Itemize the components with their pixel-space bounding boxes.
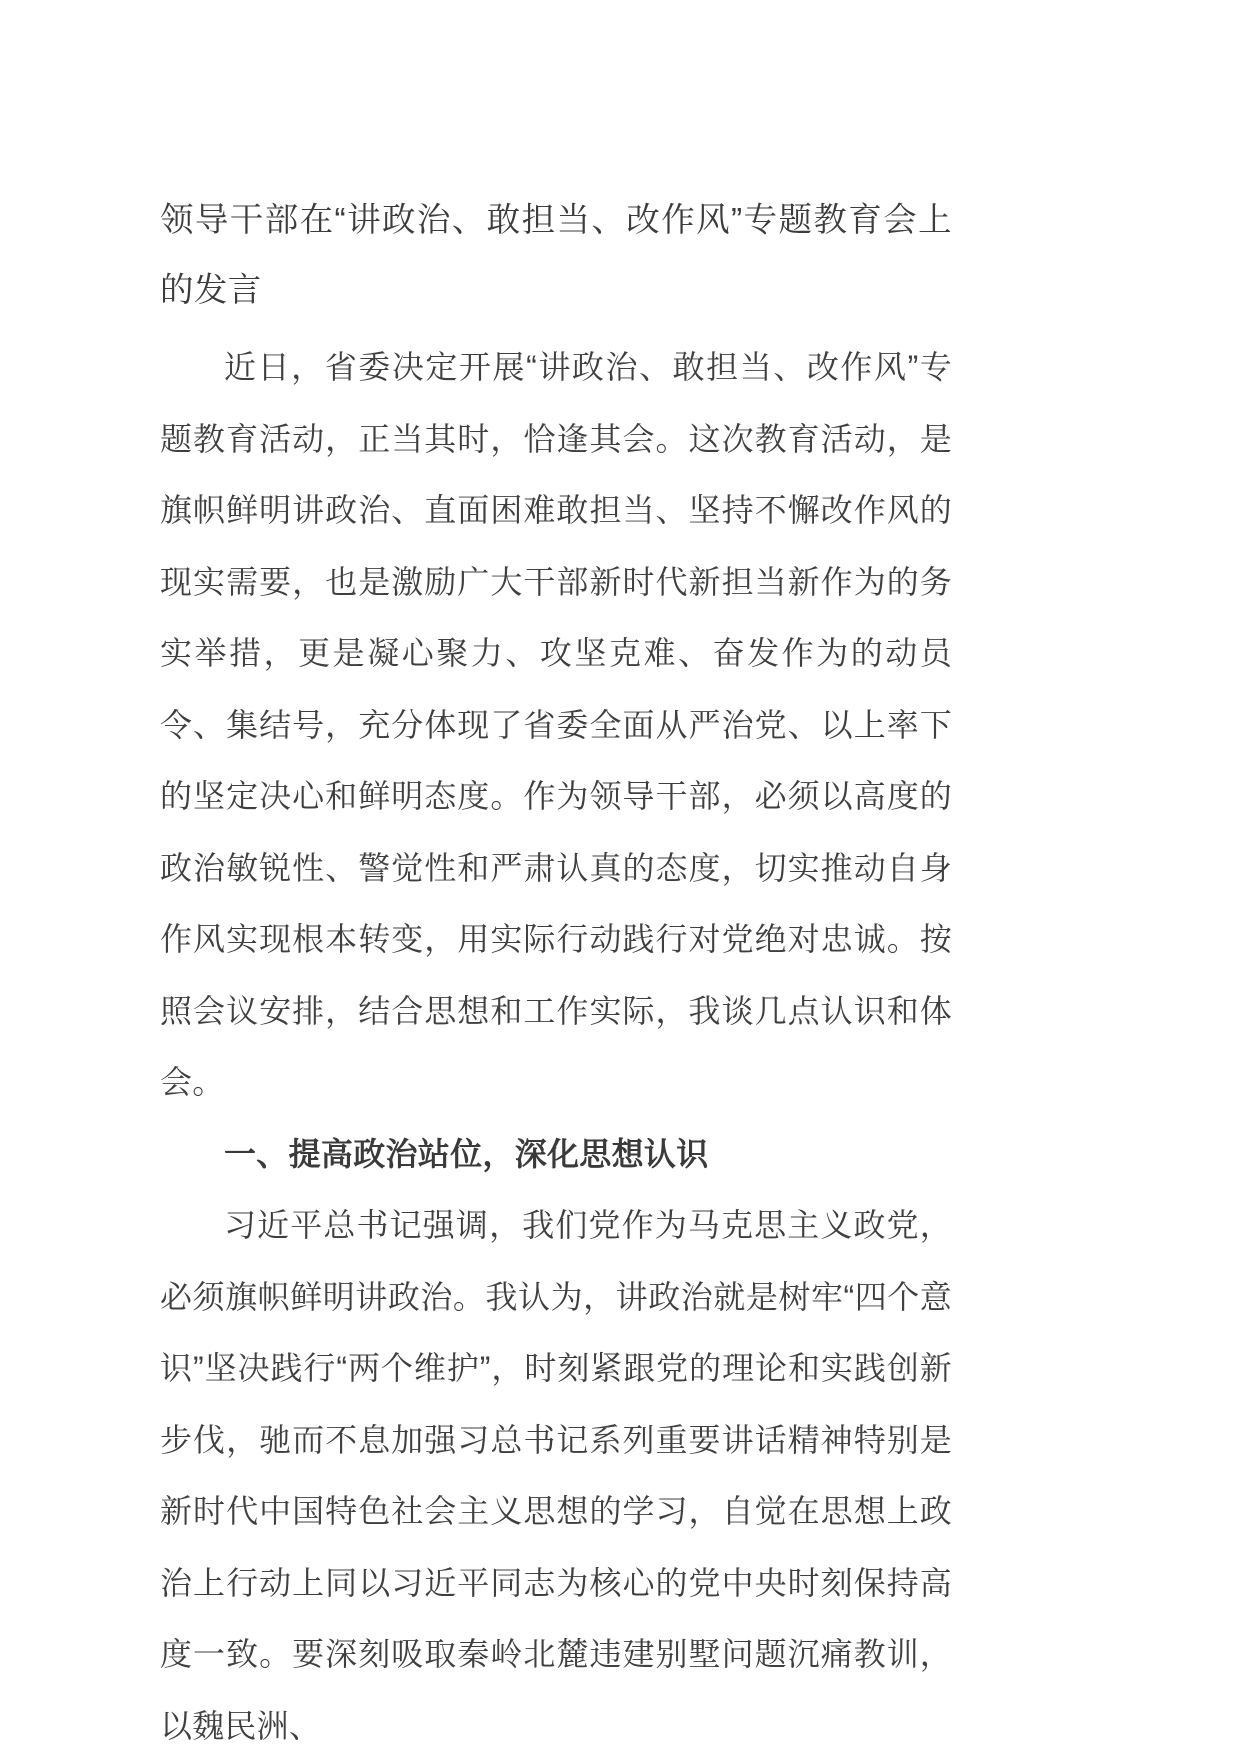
- document-body: [160, 186, 952, 1762]
- paragraph-intro: 近日，省委决定开展“讲政治、敢担当、改作风”专题教育活动，正当其时，恰逢其会。这次教育活动，是旗帜鲜明讲政治、直面困难敢担当、坚持不懈改作风的现实需要，也是激励广大干部新时代新担当新作为的务实举措，更是凝心聚力、攻坚克难、奋发作为的动员令、集结号，充分体现了省委全面从严治党、以上率下的坚定决心和鲜明态度。作为领导干部，必须以高度的政治敏锐性、警觉性和严肃认真的态度，切实推动自身作风实现根本转变，用实际行动践行对党绝对忠诚。按照会议安排，结合思想和工作实际，我谈几点认识和体会。: [160, 349, 952, 1100]
- section-heading-1: 一、提高政治站位，深化思想认识: [224, 1135, 709, 1172]
- paragraph-section-1-body: 习近平总书记强调，我们党作为马克思主义政党，必须旗帜鲜明讲政治。我认为，讲政治就是树牢“四个意识”坚决践行“两个维护”，时刻紧跟党的理论和实践创新步伐，驰而不息加强习总书记系列重要讲话精神特别是新时代中国特色社会主义思想的学习，自觉在思想上政治上行动上同以习近平同志为核心的党中央时刻保持高度一致。要深刻吸取秦岭北麓违建别墅问题沉痛教训，以魏民洲、: [160, 1207, 952, 1744]
- page-title: 领导干部在“讲政治、敢担当、改作风”专题教育会上的发言: [160, 202, 952, 309]
